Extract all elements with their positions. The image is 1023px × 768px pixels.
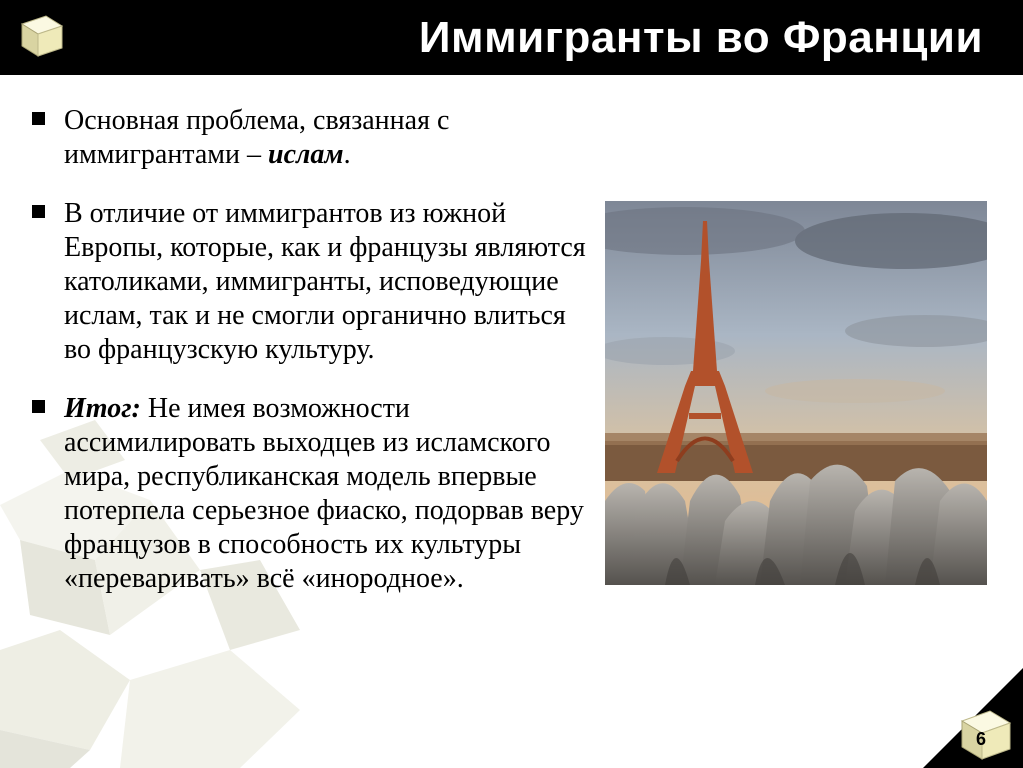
bullet-lead: Итог:: [64, 393, 141, 424]
bullet-list: [28, 104, 588, 596]
bullet-text: В отличие от иммигрантов из южной Европы, которые, как и французы являются католиками, иммигранты, исповедующие ислам, так и не смогли органично влиться во французскую культуру.: [64, 198, 586, 365]
header-bar: [0, 0, 1023, 75]
slide-title: Иммигранты во Франции: [418, 13, 983, 62]
photo-eiffel-tower: [605, 201, 987, 585]
bullet-text: Не имея возможности ассимилировать выходцев из исламского мира, республиканская модель впервые потерпела серьезное фиаско, подорвав веру французов в способность их культуры «переваривать» всё «инородное».: [64, 393, 584, 594]
square-bullet-icon: [32, 112, 45, 125]
square-bullet-icon: [32, 400, 45, 413]
square-bullet-icon: [32, 205, 45, 218]
cube-icon: [16, 10, 66, 60]
bullet-text-end: .: [343, 139, 351, 170]
bullet-text: Основная проблема, связанная с иммигрантами –: [64, 105, 450, 170]
bullet-emphasis: ислам: [268, 139, 344, 170]
bullet-item: [28, 392, 588, 596]
page-number: 6: [975, 729, 986, 749]
bullet-item: [28, 104, 588, 172]
bullet-item: [28, 197, 588, 367]
